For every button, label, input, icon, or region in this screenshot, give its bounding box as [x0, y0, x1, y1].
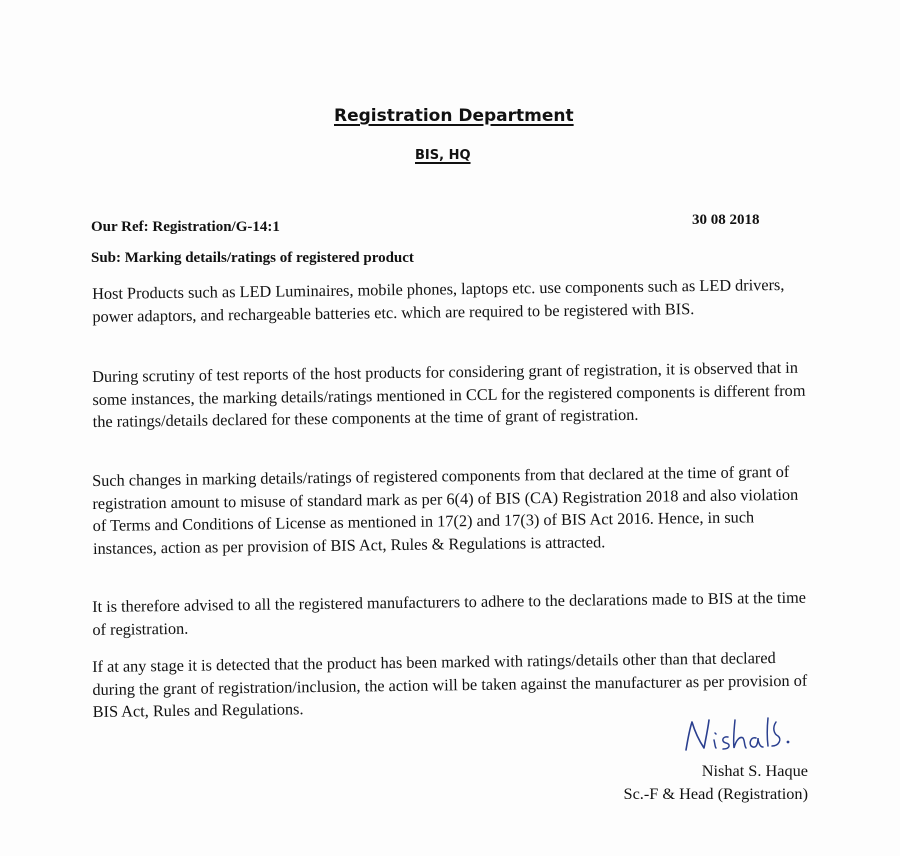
paragraph-misuse: Such changes in marking details/ratings of registered components from that declared at the time of grant of registration amount to misuse of standard mark as per 6(4) of BIS (CA) Registration 2018 and also violation of Terms and Conditions of License as mentioned in 17(2) and 17(3) of BIS Act 2016. Hence, in such instances, action as per provision of BIS Act, Rules & Regulations is attracted.: [92, 461, 799, 558]
signatory-name: Nishat S. Haque: [701, 761, 808, 780]
handwritten-signature: [682, 712, 792, 758]
letter-date: 30 08 2018: [692, 212, 760, 228]
paragraph-action: If at any stage it is detected that the product has been marked with ratings/details other than that declared during the grant of registration/inclusion, the action will be taken against the manufacturer as per provision of BIS Act, Rules and Regulations.: [92, 648, 808, 721]
paragraph-host-products: Host Products such as LED Luminaires, mobile phones, laptops etc. use components such as LED drivers, power adaptors, and rechargeable batteries etc. which are required to be registered with BIS.: [92, 274, 785, 326]
signatory-title: Sc.-F & Head (Registration): [623, 784, 808, 803]
paragraph-scrutiny: During scrutiny of test reports of the host products for considering grant of registration, it is observed that in some instances, the marking details/ratings mentioned in CCL for the registered components is different from the ratings/details declared for these components at the time of grant of registration.: [92, 357, 806, 431]
subject-line: Sub: Marking details/ratings of registered product: [91, 250, 414, 266]
paragraph-advice: It is therefore advised to all the registered manufacturers to adhere to the declarations made to BIS at the time of registration.: [92, 587, 807, 639]
office-heading: BIS, HQ: [415, 148, 471, 163]
reference-number: Our Ref: Registration/G-14:1: [91, 219, 280, 235]
department-heading: Registration Department: [334, 106, 574, 126]
